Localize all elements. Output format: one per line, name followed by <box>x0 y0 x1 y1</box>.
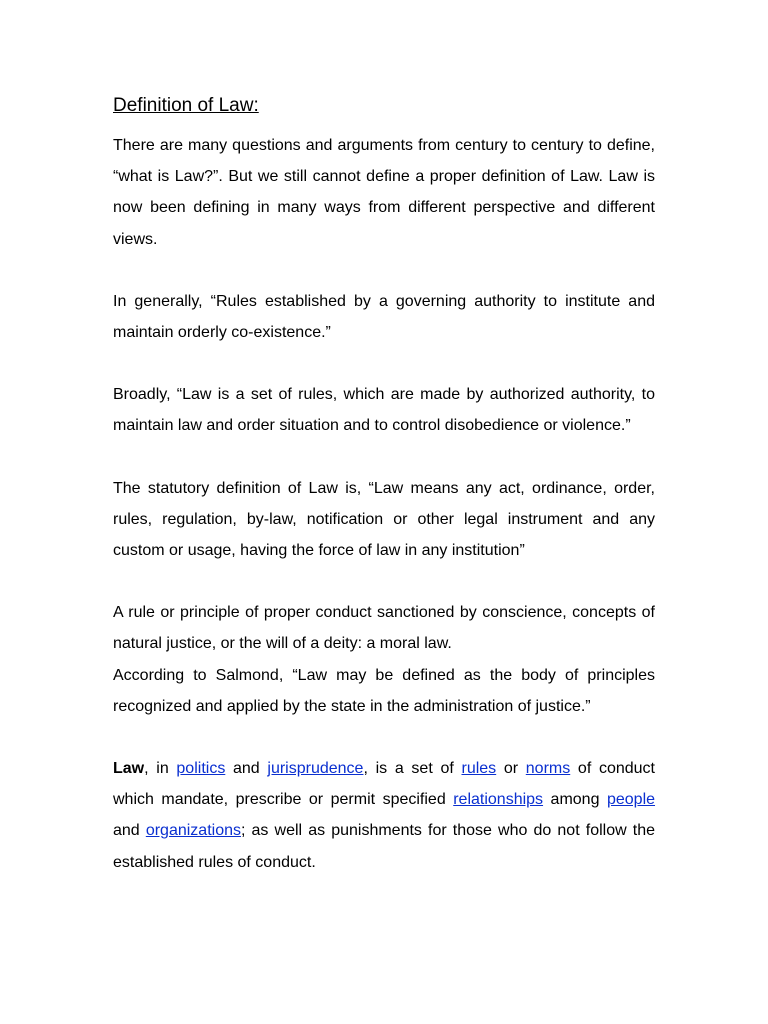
paragraph-moral-law: A rule or principle of proper conduct sanctioned by conscience, concepts of natural justice, or the will of a deity: a moral law. <box>113 604 655 653</box>
text-segment: and <box>113 822 146 840</box>
text-segment: of conduct which mandate, prescribe or permit specified <box>113 760 655 809</box>
link-organizations[interactable]: organizations <box>145 822 241 840</box>
paragraph-broad-definition: Broadly, “Law is a set of rules, which are made by authorized authority, to maintain law and order situation and to control disobedience or violence.” <box>113 386 655 435</box>
text-segment: , is a set of <box>363 760 462 778</box>
paragraph-general-definition: In generally, “Rules established by a governing authority to institute and maintain orderly co-existence.” <box>113 292 655 342</box>
paragraph-statutory-definition: The statutory definition of Law is, “Law means any act, ordinance, order, rules, regulation, by-law, notification or other legal instrument and any custom or usage, having the force of law in any institution” <box>113 479 655 560</box>
link-relationships[interactable]: relationships <box>453 791 544 809</box>
paragraph-intro: There are many questions and arguments from century to century to define, “what is Law?”. But we still cannot define a proper definition of Law. Law is now been defining in many ways from different perspective and different views. <box>113 137 655 248</box>
link-people[interactable]: people <box>606 791 656 809</box>
text-segment: or <box>496 760 526 778</box>
text-segment: among <box>543 791 607 809</box>
text-segment: , in <box>144 760 177 778</box>
document-body <box>113 92 655 909</box>
law-term: Law <box>113 760 145 778</box>
link-politics[interactable]: politics <box>176 760 226 778</box>
page-title: Definition of Law: <box>113 95 259 116</box>
link-jurisprudence[interactable]: jurisprudence <box>267 760 364 778</box>
link-rules[interactable]: rules <box>461 760 497 778</box>
link-norms[interactable]: norms <box>525 760 571 778</box>
text-segment: ; as well as punishments for those who do not follow the established rules of conduct. <box>113 822 656 871</box>
text-segment: and <box>225 760 268 778</box>
paragraph-salmond-definition: According to Salmond, “Law may be defined as the body of principles recognized and applied by the state in the administration of justice.” <box>113 666 655 715</box>
paragraph-law-overview <box>113 753 655 878</box>
